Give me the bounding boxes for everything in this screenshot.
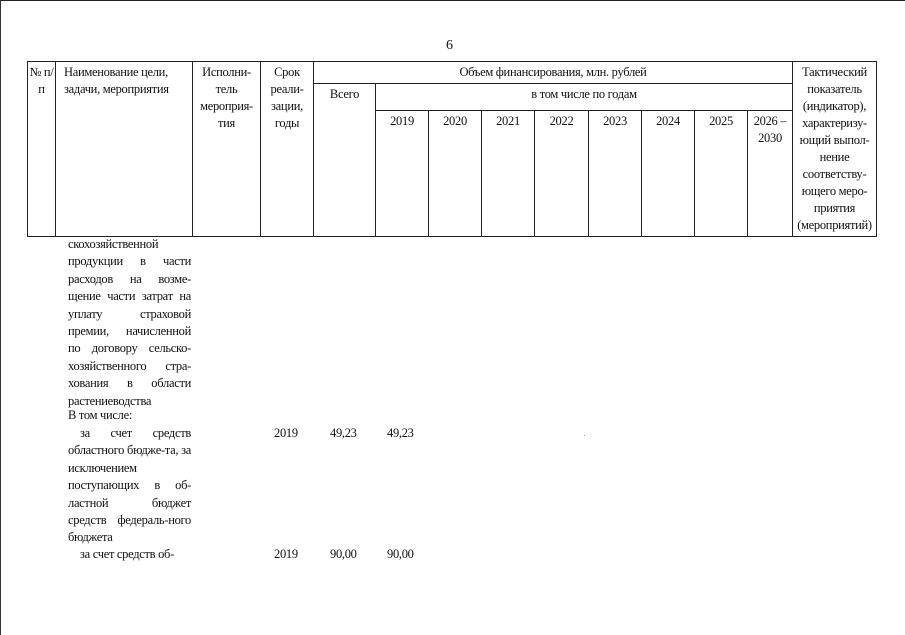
header-col-number: № п/п	[28, 62, 56, 237]
header-col-funding: Объем финансирования, млн. рублей	[314, 62, 793, 84]
funding-row-2019: 90,00	[387, 547, 414, 561]
funding-row-term: 2019	[274, 547, 298, 561]
header-year-2019: 2019	[376, 111, 429, 237]
top-border-line	[0, 0, 905, 1]
header-col-executor: Исполни-тель мероприя-тия	[193, 62, 261, 237]
header-col-term: Срок реали-зации, годы	[261, 62, 314, 237]
header-col-total: Всего	[314, 84, 376, 237]
header-col-indicator: Тактический показатель (индикатор), характеризу-ющий выпол-нение соответству-ющего меро-приятия (мероприятий)	[793, 62, 877, 237]
header-year-2021: 2021	[482, 111, 535, 237]
funding-row-term: 2019	[274, 426, 298, 440]
funding-row-total: 90,00	[330, 547, 357, 561]
continued-measure-text: скохозяйственной продукции в части расходов на возме-щение части затрат на уплату страховой премии, начисленной по договору сельско-хозяйственного стра-хования в области растениеводства	[68, 237, 191, 408]
header-col-name: Наименование цели, задачи, мероприятия	[56, 62, 193, 237]
header-year-2024: 2024	[642, 111, 695, 237]
left-border-line	[0, 0, 1, 635]
header-year-2022: 2022	[535, 111, 589, 237]
header-year-2025: 2025	[695, 111, 748, 237]
table-header	[27, 61, 877, 237]
funding-row-label: за счет средств областного бюдже-та, за исключением поступающих в об-ластной бюджет средств федераль-ного бюджета	[68, 426, 191, 545]
funding-row-total: 49,23	[330, 426, 357, 440]
page-number: 6	[446, 38, 453, 53]
header-year-2020: 2020	[429, 111, 482, 237]
including-label: В том числе:	[68, 408, 132, 422]
header-year-2026-2030: 2026 – 2030	[748, 111, 793, 237]
header-col-by-year: в том числе по годам	[376, 84, 793, 111]
funding-row-label: за счет средств об-	[80, 547, 174, 561]
funding-row-2019: 49,23	[387, 426, 414, 440]
header-year-2023: 2023	[589, 111, 642, 237]
scan-speck	[584, 435, 585, 436]
